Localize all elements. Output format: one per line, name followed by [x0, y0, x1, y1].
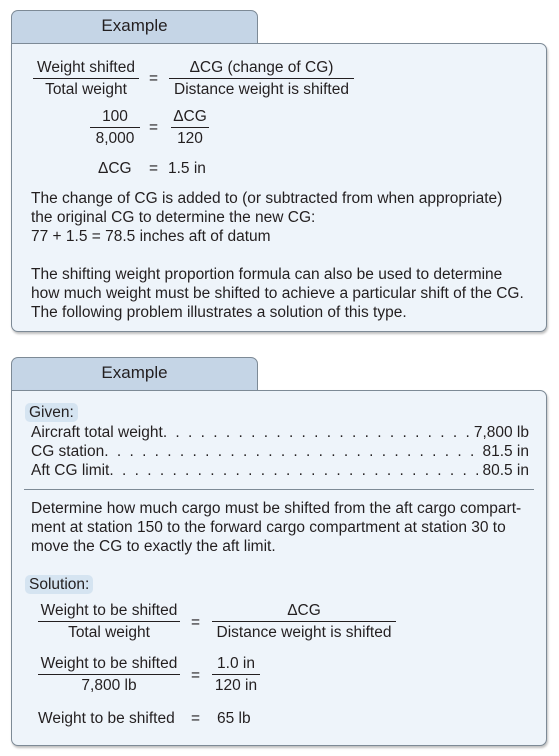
- solution-label: Solution:: [25, 575, 93, 594]
- given-item-value: 81.5 in: [482, 443, 529, 460]
- ex2-eq1-rhs-denominator: Distance weight is shifted: [216, 624, 392, 641]
- given-item-value: 80.5 in: [482, 462, 529, 479]
- ex2-eq1-equals: =: [191, 614, 201, 631]
- fraction-bar: [38, 674, 180, 675]
- ex1-eq1-lhs-denominator: Total weight: [45, 81, 127, 98]
- text-line: how much weight must be shifted to achieve a particular shift of the CG.: [31, 285, 524, 302]
- given-label: Given:: [25, 403, 78, 422]
- problem-statement: [31, 499, 521, 556]
- text-line: move the CG to exactly the aft limit.: [31, 538, 276, 555]
- ex1-eq2-equals: =: [149, 119, 159, 136]
- given-item-label: Aircraft total weight: [31, 424, 163, 441]
- ex2-eq1-rhs-fraction: [212, 601, 396, 642]
- example1-tab-label: Example: [101, 16, 168, 35]
- fraction-bar: [90, 127, 140, 128]
- ex1-eq1-rhs-denominator: Distance weight is shifted: [174, 81, 349, 98]
- fraction-bar: [38, 621, 180, 622]
- given-item-value: 7,800 lb: [473, 424, 529, 441]
- ex1-eq3-rhs: 1.5 in: [168, 160, 206, 177]
- ex2-eq2-lhs-numerator: Weight to be shifted: [40, 655, 178, 672]
- dot-leader: [163, 423, 472, 442]
- ex2-eq2-rhs-numerator: 1.0 in: [217, 655, 255, 672]
- fraction-bar: [33, 78, 139, 79]
- ex2-eq3-lhs: Weight to be shifted: [38, 710, 175, 727]
- example2-tab-label: Example: [101, 363, 168, 382]
- given-item-label: CG station: [31, 443, 105, 460]
- text-line: The change of CG is added to (or subtracted from when appropriate): [31, 190, 503, 207]
- fraction-bar: [169, 78, 354, 79]
- ex1-eq2-lhs-fraction: [90, 107, 140, 148]
- given-item-total-weight: [31, 423, 529, 442]
- example2-tab: [11, 357, 258, 392]
- ex2-eq2-rhs-denominator: 120 in: [214, 677, 258, 694]
- text-line: ment at station 150 to the forward cargo compartment at station 30 to: [31, 519, 506, 536]
- text-line: Determine how much cargo must be shifted from the aft cargo compart-: [31, 500, 522, 517]
- fraction-bar: [212, 621, 396, 622]
- ex2-eq2-rhs-fraction: [212, 654, 260, 695]
- ex1-eq2-lhs-denominator: 8,000: [95, 130, 135, 147]
- ex1-eq1-rhs-fraction: [169, 58, 354, 99]
- ex1-paragraph-new-cg: [31, 189, 502, 246]
- ex1-eq2-rhs-numerator: ΔCG: [173, 108, 207, 125]
- ex1-eq2-lhs-numerator: 100: [102, 108, 128, 125]
- text-line: The shifting weight proportion formula can also be used to determine: [31, 266, 503, 283]
- ex2-eq2-equals: =: [191, 667, 201, 684]
- dot-leader: [104, 442, 480, 461]
- text-line: The following problem illustrates a solution of this type.: [31, 304, 407, 321]
- text-line: the original CG to determine the new CG:: [31, 209, 316, 226]
- ex1-eq3-equals: =: [149, 160, 159, 177]
- ex1-paragraph-formula-use: [31, 265, 524, 322]
- ex1-eq1-equals: =: [149, 70, 159, 87]
- ex1-eq1-lhs-numerator: Weight shifted: [37, 59, 135, 76]
- ex2-eq3-equals: =: [191, 710, 201, 727]
- text-line: 77 + 1.5 = 78.5 inches aft of datum: [31, 228, 271, 245]
- ex2-eq1-rhs-numerator: ΔCG: [287, 602, 321, 619]
- ex1-eq2-rhs-fraction: [171, 107, 209, 148]
- given-item-label: Aft CG limit: [31, 462, 110, 479]
- ex2-eq1-lhs-fraction: [38, 601, 180, 642]
- ex1-eq1-rhs-numerator: ΔCG (change of CG): [189, 59, 334, 76]
- fraction-bar: [171, 127, 209, 128]
- ex2-eq1-lhs-denominator: Total weight: [68, 624, 150, 641]
- example1-tab: [11, 10, 258, 45]
- ex1-eq1-lhs-fraction: [33, 58, 139, 99]
- ex2-eq2-lhs-denominator: 7,800 lb: [81, 677, 137, 694]
- ex1-eq2-rhs-denominator: 120: [177, 130, 203, 147]
- ex2-eq2-lhs-fraction: [38, 654, 180, 695]
- given-item-cg-station: [31, 442, 529, 461]
- example2-panel: [11, 390, 547, 746]
- ex1-eq3-lhs: ΔCG: [98, 160, 132, 177]
- ex2-eq3-rhs: 65 lb: [217, 710, 251, 727]
- dot-leader: [109, 461, 480, 480]
- example1-panel: [11, 43, 547, 332]
- section-divider: [24, 489, 534, 490]
- given-item-aft-cg-limit: [31, 461, 529, 480]
- ex2-eq1-lhs-numerator: Weight to be shifted: [40, 602, 178, 619]
- fraction-bar: [212, 674, 260, 675]
